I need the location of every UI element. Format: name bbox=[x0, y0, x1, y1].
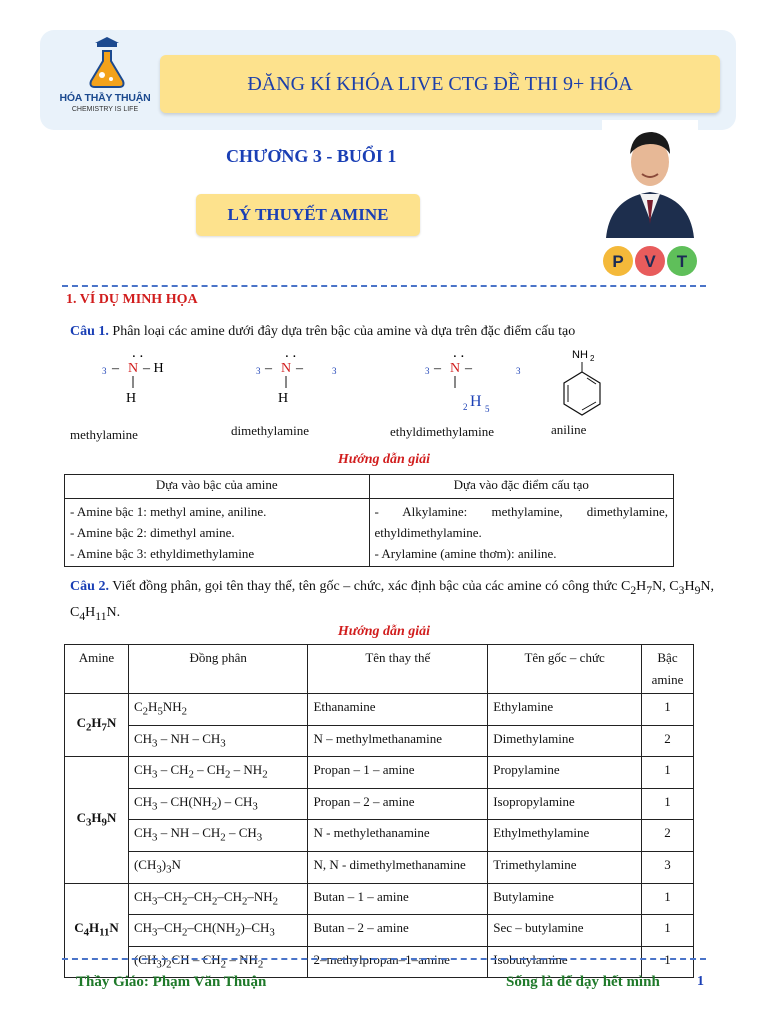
name-cell: 2–methylpropan–1–amine bbox=[308, 946, 488, 978]
molecule-label-aniline: aniline bbox=[551, 422, 587, 437]
pvt-badges bbox=[602, 244, 698, 278]
isomer-cell: $CH_3 - CH_2 - CH_2 - NH_2$ bbox=[128, 757, 308, 789]
name-cell: Dimethylamine bbox=[488, 725, 642, 757]
svg-text:–: – bbox=[296, 361, 303, 376]
footer-slogan: Sống là để dạy hết mình bbox=[506, 974, 660, 990]
degree-cell: 1 bbox=[642, 883, 694, 915]
name-cell: Sec – butylamine bbox=[488, 915, 642, 947]
pvt-letter-v: V bbox=[644, 252, 656, 271]
table-header: Tên thay thế bbox=[308, 645, 488, 694]
table-row bbox=[65, 788, 694, 820]
cell-line: - Amine bậc 2: dimethyl amine. bbox=[70, 525, 235, 540]
degree-cell: 2 bbox=[642, 725, 694, 757]
pvt-letter-t: T bbox=[676, 252, 688, 271]
cell-line: - Alkylamine: methylamine, dimethylamine, ethyldimethylamine. bbox=[374, 504, 668, 540]
svg-text:N: N bbox=[450, 361, 461, 376]
name-cell: Butan – 2 – amine bbox=[308, 915, 488, 947]
question-1-label: Câu 1. bbox=[70, 324, 109, 339]
svg-text:3: 3 bbox=[256, 366, 261, 376]
molecule-label-ethyldimethylamine: ethyldimethylamine bbox=[390, 424, 494, 439]
table-row bbox=[65, 915, 694, 947]
isomer-cell: $CH_3-CH_2-CH(NH_2)-CH_3$ bbox=[128, 915, 308, 947]
svg-text:2: 2 bbox=[463, 402, 468, 412]
classification-table bbox=[64, 474, 674, 567]
name-cell: N, N - dimethylmethanamine bbox=[308, 851, 488, 883]
isomer-cell: $CH_3$ – NH – $CH_3$ bbox=[128, 725, 308, 757]
name-cell: Isobutylamine bbox=[488, 946, 642, 978]
dimethylamine-structure bbox=[256, 345, 337, 406]
table-header: Amine bbox=[65, 645, 129, 694]
methylamine-structure bbox=[102, 345, 164, 406]
promo-banner-text: ĐĂNG KÍ KHÓA LIVE CTG ĐỀ THI 9+ HÓA bbox=[247, 73, 633, 95]
svg-text:. .: . . bbox=[453, 345, 465, 361]
name-cell: Ethylmethylamine bbox=[488, 820, 642, 852]
degree-cell: 2 bbox=[642, 820, 694, 852]
svg-text:3: 3 bbox=[516, 366, 521, 376]
amine-structures bbox=[60, 342, 620, 422]
logo-subtitle: CHEMISTRY IS LIFE bbox=[71, 106, 139, 113]
svg-text:–: – bbox=[112, 361, 119, 376]
table-cell bbox=[369, 499, 674, 567]
table-header: Đồng phân bbox=[128, 645, 308, 694]
pvt-letter-p: P bbox=[612, 252, 624, 271]
degree-cell: 1 bbox=[642, 915, 694, 947]
svg-text:. .: . . bbox=[285, 345, 297, 361]
question-2-text: Viết đồng phân, gọi tên thay thế, tên gốc – chức, xác định bậc của các amine có công thức bbox=[112, 579, 618, 594]
question-2 bbox=[70, 576, 714, 628]
name-cell: Trimethylamine bbox=[488, 851, 642, 883]
svg-text:N: N bbox=[128, 361, 139, 376]
svg-text:3: 3 bbox=[425, 366, 430, 376]
page-number: 1 bbox=[697, 974, 704, 989]
table-cell bbox=[65, 499, 370, 567]
table-row bbox=[65, 757, 694, 789]
svg-text:5: 5 bbox=[485, 404, 490, 414]
degree-cell: 3 bbox=[642, 851, 694, 883]
svg-text:. .: . . bbox=[132, 345, 144, 361]
svg-text:–: – bbox=[265, 361, 272, 376]
table-row bbox=[65, 820, 694, 852]
degree-cell: 1 bbox=[642, 788, 694, 820]
table-row bbox=[65, 883, 694, 915]
table-header: Dựa vào đặc điểm cấu tạo bbox=[369, 475, 674, 499]
name-cell: Propan – 2 – amine bbox=[308, 788, 488, 820]
name-cell: N – methylmethanamine bbox=[308, 725, 488, 757]
guide-heading-2: Hướng dẫn giải bbox=[337, 624, 431, 639]
teacher-photo bbox=[602, 120, 698, 238]
name-cell: Ethylamine bbox=[488, 694, 642, 726]
amine-formula-cell: $C_2H_7N$ bbox=[65, 694, 129, 757]
svg-text:H: H bbox=[126, 391, 137, 406]
table-row bbox=[65, 694, 694, 726]
name-cell: Ethanamine bbox=[308, 694, 488, 726]
divider-bottom bbox=[62, 958, 706, 960]
name-cell: N - methylethanamine bbox=[308, 820, 488, 852]
topic-title: LÝ THUYẾT AMINE bbox=[227, 205, 389, 224]
question-2-label: Câu 2. bbox=[70, 579, 109, 594]
svg-text:3: 3 bbox=[332, 366, 337, 376]
isomer-cell: $C_2H_5NH_2$ bbox=[128, 694, 308, 726]
question-2-formulas: $C_2H_7N$, $C_3H_9N$, $C_4H_{11}N$. bbox=[70, 579, 715, 623]
svg-text:– H: – H bbox=[143, 361, 164, 376]
table-row bbox=[65, 851, 694, 883]
name-cell: Propan – 1 – amine bbox=[308, 757, 488, 789]
svg-text:NH: NH bbox=[572, 349, 588, 361]
cell-line: - Amine bậc 1: methyl amine, aniline. bbox=[70, 504, 267, 519]
name-cell: Butylamine bbox=[488, 883, 642, 915]
svg-text:–: – bbox=[434, 361, 441, 376]
flask-logo-icon bbox=[83, 37, 131, 89]
degree-cell: 1 bbox=[642, 946, 694, 978]
molecule-label-dimethylamine: dimethylamine bbox=[231, 423, 309, 438]
question-1 bbox=[70, 324, 710, 340]
guide-heading-1: Hướng dẫn giải bbox=[337, 452, 431, 467]
section-title: 1. VÍ DỤ MINH HỌA bbox=[66, 292, 198, 307]
svg-text:H: H bbox=[470, 393, 482, 410]
degree-cell: 1 bbox=[642, 757, 694, 789]
cell-line: - Arylamine (amine thơm): aniline. bbox=[374, 546, 557, 561]
svg-text:N: N bbox=[281, 361, 292, 376]
isomer-cell: $CH_3$ – NH – $CH_2 - CH_3$ bbox=[128, 820, 308, 852]
question-1-text: Phân loại các amine dưới đây dựa trên bậc của amine và dựa trên đặc điểm cấu tạo bbox=[112, 324, 576, 339]
isomer-cell: $(CH_3)_2CH - CH_2 - NH_2$ bbox=[128, 946, 308, 978]
divider-top bbox=[62, 285, 706, 287]
isomer-cell: $CH_3 - CH(NH_2) - CH_3$ bbox=[128, 788, 308, 820]
logo-title: HÓA THẦY THUẬN bbox=[59, 92, 151, 104]
table-header: Bậc amine bbox=[642, 645, 694, 694]
svg-text:3: 3 bbox=[102, 366, 107, 376]
amine-formula-cell: $C_4H_{11}N$ bbox=[65, 883, 129, 978]
name-cell: Isopropylamine bbox=[488, 788, 642, 820]
degree-cell: 1 bbox=[642, 694, 694, 726]
cell-line: - Amine bậc 3: ethyldimethylamine bbox=[70, 546, 255, 561]
isomer-cell: $(CH_3)_3N$ bbox=[128, 851, 308, 883]
svg-text:–: – bbox=[465, 361, 472, 376]
table-row bbox=[65, 725, 694, 757]
table-header: Tên gốc – chức bbox=[488, 645, 642, 694]
table-header: Dựa vào bậc của amine bbox=[65, 475, 370, 499]
aniline-structure bbox=[564, 349, 600, 415]
name-cell: Butan – 1 – amine bbox=[308, 883, 488, 915]
chapter-title: CHƯƠNG 3 - BUỔI 1 bbox=[226, 146, 397, 166]
name-cell: Propylamine bbox=[488, 757, 642, 789]
svg-text:2: 2 bbox=[590, 354, 595, 363]
footer-teacher: Thầy Giáo: Phạm Văn Thuận bbox=[76, 974, 267, 990]
svg-text:H: H bbox=[278, 391, 289, 406]
isomer-cell: $CH_3-CH_2-CH_2-CH_2-NH_2$ bbox=[128, 883, 308, 915]
molecule-label-methylamine: methylamine bbox=[70, 427, 138, 442]
amine-formula-cell: $C_3H_9N$ bbox=[65, 757, 129, 883]
isomer-table bbox=[64, 644, 694, 978]
ethyldimethylamine-structure bbox=[425, 345, 521, 414]
